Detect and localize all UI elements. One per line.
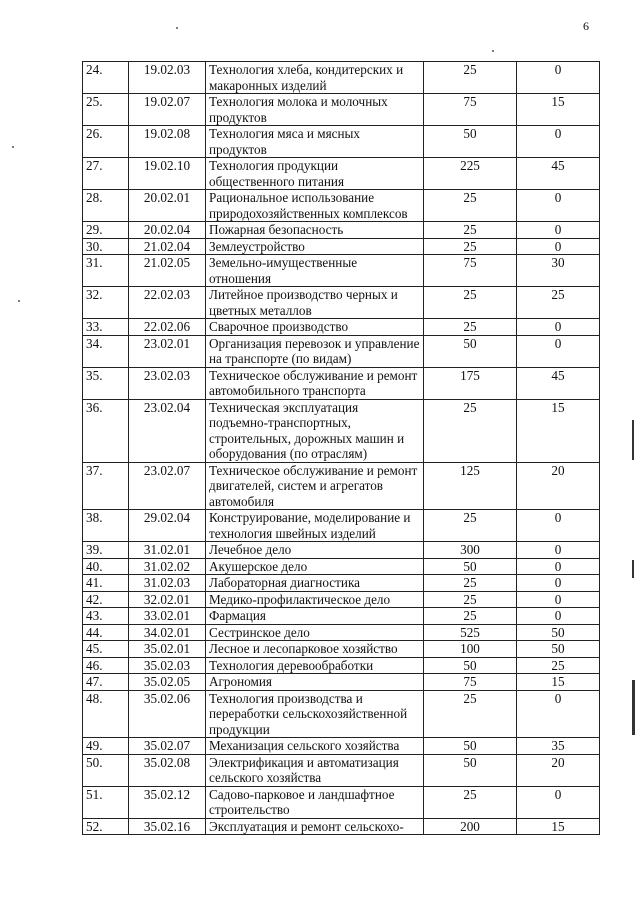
specialty-name: Технология хлеба, кондитерских и макаронных изделий: [206, 62, 424, 94]
row-number: 35.: [83, 367, 129, 399]
specialty-name: Техническое обслуживание и ремонт автомобильного транспорта: [206, 367, 424, 399]
row-number: 40.: [83, 558, 129, 575]
row-number: 26.: [83, 126, 129, 158]
count-b: 0: [517, 591, 600, 608]
table-row: [83, 690, 600, 738]
row-number: 41.: [83, 575, 129, 592]
count-a: 125: [424, 462, 517, 510]
specialty-code: 23.02.07: [129, 462, 206, 510]
count-a: 25: [424, 190, 517, 222]
count-b: 15: [517, 399, 600, 462]
specialty-name: Сварочное производство: [206, 319, 424, 336]
specialty-code: 35.02.07: [129, 738, 206, 755]
table-row: [83, 575, 600, 592]
table-row: [83, 238, 600, 255]
specialty-code: 35.02.12: [129, 786, 206, 818]
specialty-name: Технология производства и переработки сельскохозяйственной продукции: [206, 690, 424, 738]
specialty-name: Конструирование, моделирование и технология швейных изделий: [206, 510, 424, 542]
page-number: 6: [583, 19, 589, 33]
row-number: 33.: [83, 319, 129, 336]
table-row: [83, 62, 600, 94]
scan-edge-mark: [632, 420, 634, 460]
specialty-name: Земельно-имущественные отношения: [206, 255, 424, 287]
row-number: 52.: [83, 818, 129, 835]
count-b: 25: [517, 287, 600, 319]
table-row: [83, 462, 600, 510]
specialty-name: Пожарная безопасность: [206, 222, 424, 239]
table-row: [83, 335, 600, 367]
table-row: [83, 190, 600, 222]
table-row: [83, 591, 600, 608]
row-number: 29.: [83, 222, 129, 239]
count-b: 35: [517, 738, 600, 755]
count-a: 25: [424, 575, 517, 592]
specialty-code: 20.02.04: [129, 222, 206, 239]
count-b: 25: [517, 657, 600, 674]
table-row: [83, 126, 600, 158]
row-number: 44.: [83, 624, 129, 641]
table-row: [83, 674, 600, 691]
specialty-name: Землеустройство: [206, 238, 424, 255]
table-row: [83, 287, 600, 319]
count-a: 25: [424, 510, 517, 542]
row-number: 42.: [83, 591, 129, 608]
row-number: 37.: [83, 462, 129, 510]
specialty-name: Эксплуатация и ремонт сельскохо-: [206, 818, 424, 835]
count-b: 0: [517, 319, 600, 336]
specialty-code: 31.02.03: [129, 575, 206, 592]
specialty-name: Техническое обслуживание и ремонт двигателей, систем и агрегатов автомобиля: [206, 462, 424, 510]
specialty-name: Технология молока и молочных продуктов: [206, 94, 424, 126]
specialty-code: 34.02.01: [129, 624, 206, 641]
table-row: [83, 94, 600, 126]
specialty-code: 29.02.04: [129, 510, 206, 542]
specialty-code: 35.02.08: [129, 754, 206, 786]
specialty-name: Организация перевозок и управление на транспорте (по видам): [206, 335, 424, 367]
table-row: [83, 367, 600, 399]
specialty-name: Агрономия: [206, 674, 424, 691]
specialty-name: Садово-парковое и ландшафтное строительство: [206, 786, 424, 818]
table-row: [83, 754, 600, 786]
count-b: 0: [517, 786, 600, 818]
count-b: 45: [517, 367, 600, 399]
scan-edge-mark: [632, 680, 635, 735]
specialty-name: Механизация сельского хозяйства: [206, 738, 424, 755]
row-number: 24.: [83, 62, 129, 94]
row-number: 48.: [83, 690, 129, 738]
specialty-name: Сестринское дело: [206, 624, 424, 641]
count-a: 50: [424, 657, 517, 674]
count-b: 20: [517, 462, 600, 510]
specialty-code: 19.02.07: [129, 94, 206, 126]
specialty-code: 35.02.03: [129, 657, 206, 674]
count-a: 75: [424, 94, 517, 126]
specialty-name: Акушерское дело: [206, 558, 424, 575]
count-a: 25: [424, 690, 517, 738]
specialty-name: Электрификация и автоматизация сельского хозяйства: [206, 754, 424, 786]
specialty-name: Технология мяса и мясных продуктов: [206, 126, 424, 158]
count-b: 0: [517, 558, 600, 575]
count-b: 0: [517, 510, 600, 542]
row-number: 39.: [83, 542, 129, 559]
specialty-name: Технология продукции общественного питания: [206, 158, 424, 190]
table-row: [83, 558, 600, 575]
specialty-name: Литейное производство черных и цветных металлов: [206, 287, 424, 319]
specialty-code: 21.02.05: [129, 255, 206, 287]
count-a: 25: [424, 238, 517, 255]
count-a: 175: [424, 367, 517, 399]
table-row: [83, 818, 600, 835]
count-b: 0: [517, 222, 600, 239]
scan-speck: [18, 300, 20, 302]
row-number: 30.: [83, 238, 129, 255]
count-b: 20: [517, 754, 600, 786]
table-row: [83, 542, 600, 559]
count-a: 75: [424, 674, 517, 691]
count-a: 50: [424, 754, 517, 786]
specialty-code: 35.02.16: [129, 818, 206, 835]
count-b: 30: [517, 255, 600, 287]
row-number: 43.: [83, 608, 129, 625]
table-row: [83, 624, 600, 641]
specialty-code: 19.02.10: [129, 158, 206, 190]
count-b: 0: [517, 575, 600, 592]
specialty-code: 21.02.04: [129, 238, 206, 255]
specialty-code: 22.02.06: [129, 319, 206, 336]
scan-speck: [176, 27, 178, 29]
row-number: 32.: [83, 287, 129, 319]
row-number: 27.: [83, 158, 129, 190]
count-b: 50: [517, 641, 600, 658]
row-number: 34.: [83, 335, 129, 367]
row-number: 28.: [83, 190, 129, 222]
specialty-code: 32.02.01: [129, 591, 206, 608]
specialty-code: 23.02.01: [129, 335, 206, 367]
count-a: 25: [424, 399, 517, 462]
row-number: 36.: [83, 399, 129, 462]
count-a: 300: [424, 542, 517, 559]
table-row: [83, 319, 600, 336]
table-row: [83, 255, 600, 287]
specialty-name: Рациональное использование природохозяйственных комплексов: [206, 190, 424, 222]
specialty-name: Медико-профилактическое дело: [206, 591, 424, 608]
count-a: 25: [424, 319, 517, 336]
row-number: 46.: [83, 657, 129, 674]
count-a: 200: [424, 818, 517, 835]
count-b: 15: [517, 818, 600, 835]
count-a: 25: [424, 287, 517, 319]
count-b: 15: [517, 674, 600, 691]
row-number: 50.: [83, 754, 129, 786]
count-b: 0: [517, 62, 600, 94]
specialty-code: 22.02.03: [129, 287, 206, 319]
specialty-name: Техническая эксплуатация подъемно-транспортных, строительных, дорожных машин и оборудования (по отраслям): [206, 399, 424, 462]
specialty-name: Фармация: [206, 608, 424, 625]
count-a: 25: [424, 608, 517, 625]
table-body: [83, 62, 600, 835]
specialty-code: 35.02.05: [129, 674, 206, 691]
specialty-code: 33.02.01: [129, 608, 206, 625]
count-a: 100: [424, 641, 517, 658]
table-row: [83, 738, 600, 755]
table-row: [83, 608, 600, 625]
count-b: 0: [517, 542, 600, 559]
count-b: 0: [517, 126, 600, 158]
count-a: 25: [424, 591, 517, 608]
count-a: 50: [424, 335, 517, 367]
count-b: 0: [517, 190, 600, 222]
table-row: [83, 641, 600, 658]
scan-edge-mark: [632, 560, 634, 578]
row-number: 45.: [83, 641, 129, 658]
specialty-code: 19.02.08: [129, 126, 206, 158]
row-number: 51.: [83, 786, 129, 818]
count-b: 0: [517, 608, 600, 625]
row-number: 38.: [83, 510, 129, 542]
count-b: 0: [517, 690, 600, 738]
row-number: 25.: [83, 94, 129, 126]
count-b: 45: [517, 158, 600, 190]
specialty-name: Лечебное дело: [206, 542, 424, 559]
specialty-code: 31.02.01: [129, 542, 206, 559]
specialty-code: 35.02.01: [129, 641, 206, 658]
table-row: [83, 786, 600, 818]
table-row: [83, 158, 600, 190]
count-a: 50: [424, 126, 517, 158]
specialty-code: 23.02.03: [129, 367, 206, 399]
count-b: 0: [517, 335, 600, 367]
count-a: 25: [424, 62, 517, 94]
scan-speck: [492, 50, 494, 52]
scan-speck: [12, 146, 14, 148]
count-a: 25: [424, 786, 517, 818]
count-a: 225: [424, 158, 517, 190]
specialties-table: [82, 61, 600, 835]
row-number: 31.: [83, 255, 129, 287]
count-a: 50: [424, 558, 517, 575]
table-row: [83, 222, 600, 239]
count-a: 25: [424, 222, 517, 239]
table-row: [83, 657, 600, 674]
count-a: 75: [424, 255, 517, 287]
count-a: 525: [424, 624, 517, 641]
count-b: 0: [517, 238, 600, 255]
count-a: 50: [424, 738, 517, 755]
count-b: 15: [517, 94, 600, 126]
table-row: [83, 399, 600, 462]
specialty-name: Лесное и лесопарковое хозяйство: [206, 641, 424, 658]
row-number: 47.: [83, 674, 129, 691]
specialty-code: 35.02.06: [129, 690, 206, 738]
specialty-code: 31.02.02: [129, 558, 206, 575]
specialty-name: Технология деревообработки: [206, 657, 424, 674]
table-row: [83, 510, 600, 542]
specialty-code: 23.02.04: [129, 399, 206, 462]
specialty-code: 20.02.01: [129, 190, 206, 222]
row-number: 49.: [83, 738, 129, 755]
specialty-code: 19.02.03: [129, 62, 206, 94]
count-b: 50: [517, 624, 600, 641]
specialty-name: Лабораторная диагностика: [206, 575, 424, 592]
